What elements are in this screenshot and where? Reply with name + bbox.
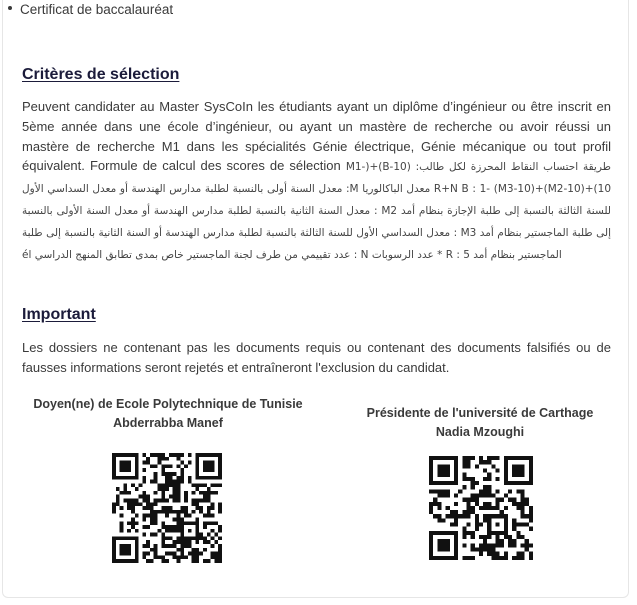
document-card [2,0,629,598]
signature-left-name: Abderrabba Manef [113,416,223,430]
signature-right-name: Nadia Mzoughi [435,425,525,439]
list-item [8,2,173,17]
list-item-text: Certificat de baccalauréat [20,2,174,17]
qr-code-icon [429,456,533,560]
signature-right-role: Présidente de l'université de Carthage [366,406,594,420]
signature-left-role: Doyen(ne) de Ecole Polytechnique de Tunisie [33,397,303,411]
qr-code-icon [112,453,222,563]
criteres-heading: Critères de sélection [22,66,180,83]
important-paragraph: Les dossiers ne contenant pas les documents requis ou contenant des documents falsifiés ou de fausses informations seront rejetés et entraîneront l'exclusion du candidat. [22,340,611,375]
signature-right [330,404,630,442]
criteres-formula-text: طريقة احتساب النقاط المحرزة لكل طالب: (B-10)+(M1-10)+(M2-10)+(M3-10) -R+N B : 1 معدل الباكالوريا M: معدل السنة أولى بالنسبة لطلبة مدارس الهندسة أو معدل السداسي الأول للسنة الثالثة بالنسبة إلى طلبة الإجازة بنظام أمد M2 : معدل السنة الثانية بالنسبة لطلبة مدارس الهندسة أو معدل السنة الأولى بالنسبة إلى طلبة الماجستير بنظام أمد M3 : معدل السداسي الأول للسنة الثالثة بالنسبة لطلبة مدارس الهندسة أو السنة الثانية بالنسبة إلى طلبة الماجستير بنظام أمد R : 5 * عدد الرسوبات N : عدد تقييمي من طرف لجنة الماجستير خاص بمدى تطابق المنهج الدراسي él [22,161,612,261]
bullet-icon [8,6,12,10]
criteres-paragraph [22,97,611,265]
criteres-text-fr: Peuvent candidater au Master SysCoIn les étudiants ayant un diplôme d’ingénieur ou être inscrit en 5ème année dans une école d’ingénieur, ou ayant un mastère de recherche ou avoir réussi un mastère de recherche M1 dans les spécialités Génie électrique, Génie mécanique ou tout profil équivalent. Formule de calcul des scores de sélection [22,99,611,174]
signature-left [18,395,318,433]
important-heading: Important [22,306,96,323]
